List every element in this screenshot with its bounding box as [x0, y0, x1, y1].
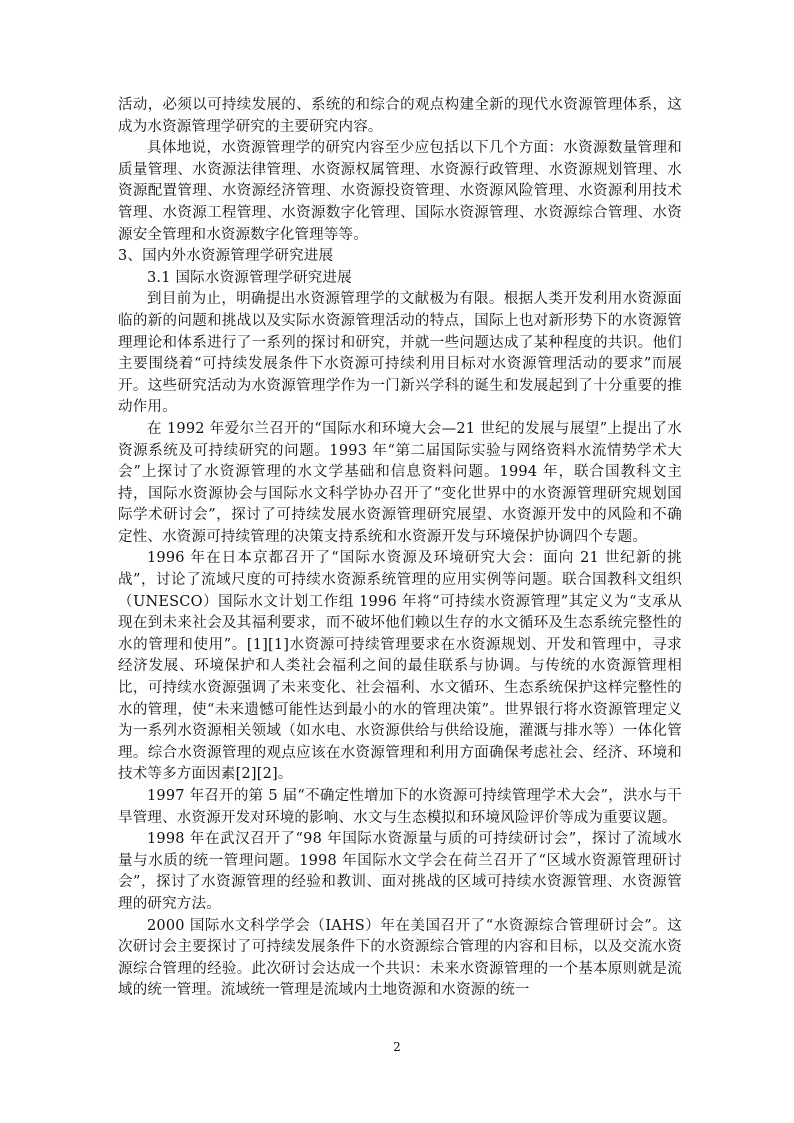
body-text — [118, 95, 682, 1002]
paragraph-1998: 1998 年在武汉召开了“98 年国际水资源量与质的可持续研讨会”，探讨了流域水量与水质的统一管理问题。1998 年国际水文学会在荷兰召开了“区域水资源管理研讨会”，探讨了水资源管理的经验和教训、面对挑战的区域可持续水资源管理、水资源管理的研究方法。 — [118, 831, 682, 912]
page-number: 2 — [393, 1040, 401, 1054]
paragraph-1997: 1997 年召开的第 5 届“不确定性增加下的水资源可持续管理学术大会”，洪水与干旱管理、水资源开发对环境的影响、水文与生态模拟和环境风险评价等成为重要议题。 — [118, 788, 682, 826]
section-heading-3: 3、国内外水资源管理学研究进展 — [118, 248, 334, 265]
paragraph-1992-1994: 在 1992 年爱尔兰召开的“国际水和环境大会—21 世纪的发展与展望”上提出了水资源系统及可持续研究的问题。1993 年“第二届国际实验与网络资料水流情势学术大会”上探讨了水资源管理的水文学基础和信息资料问题。1994 年，联合国教科文主持，国际水资源协会与国际水文科学协办召开了“变化世界中的水资源管理研究规划国际学术研讨会”，探讨了可持续发展水资源管理研究展望、水资源开发中的风险和不确定性、水资源可持续管理的决策支持系统和水资源开发与环境保护协调四个专题。 — [118, 420, 682, 545]
paragraph-1996: 1996 年在日本京都召开了“国际水资源及环境研究大会：面向 21 世纪新的挑战”，讨论了流域尺度的可持续水资源系统管理的应用实例等问题。联合国教科文组织（UNESCO）国际水文计划工作组 1996 年将“可持续水资源管理”其定义为“支承从现在到未来社会及其福利要求，而不破坏他们赖以生存的水文循环及生态系统完整性的水的管理和使用”。[1][1]水资源可持续管理要求在水资源规划、开发和管理中，寻求经济发展、环境保护和人类社会福利之间的最佳联系与协调。与传统的水资源管理相比，可持续水资源强调了未来变化、社会福利、水文循环、生态系统保护这样完整性的水的管理，使“未来遗憾可能性达到最小的水的管理决策”。世界银行将水资源管理定义为一系列水资源相关领域（如水电、水资源供给与供给设施，灌溉与排水等）一体化管理。综合水资源管理的观点应该在水资源管理和利用方面确保考虑社会、经济、环境和技术等多方面因素[2][2]。 — [118, 550, 682, 783]
paragraph-research-contents: 具体地说，水资源管理学的研究内容至少应包括以下几个方面：水资源数量管理和质量管理、水资源法律管理、水资源权属管理、水资源行政管理、水资源规划管理、水资源配置管理、水资源经济管理、水资源投资管理、水资源风险管理、水资源利用技术管理、水资源工程管理、水资源数字化管理、国际水资源管理、水资源综合管理、水资源安全管理和水资源数字化管理等等。 — [118, 140, 682, 243]
paragraph-continuation: 活动，必须以可持续发展的、系统的和综合的观点构建全新的现代水资源管理体系，这成为水资源管理学研究的主要研究内容。 — [118, 97, 682, 135]
paragraph-2000: 2000 国际水文科学学会（IAHS）年在美国召开了“水资源综合管理研讨会”。这次研讨会主要探讨了可持续发展条件下的水资源综合管理的内容和目标，以及交流水资源综合管理的经验。此次研讨会达成一个共识：未来水资源管理的一个基本原则就是流域的统一管理。流域统一管理是流域内土地资源和水资源的统一 — [118, 917, 682, 999]
paragraph-intl-overview: 到目前为止，明确提出水资源管理学的文献极为有限。根据人类开发利用水资源面临的新的问题和挑战以及实际水资源管理活动的特点，国际上也对新形势下的水资源管理理论和体系进行了一系列的探讨和研究，并就一些问题达成了某种程度的共识。他们主要围绕着“可持续发展条件下水资源可持续利用目标对水资源管理活动的要求”而展开。这些研究活动为水资源管理学作为一门新兴学科的诞生和发展起到了十分重要的推动作用。 — [118, 291, 682, 416]
subsection-heading-3-1: 3.1 国际水资源管理学研究进展 — [147, 269, 352, 286]
